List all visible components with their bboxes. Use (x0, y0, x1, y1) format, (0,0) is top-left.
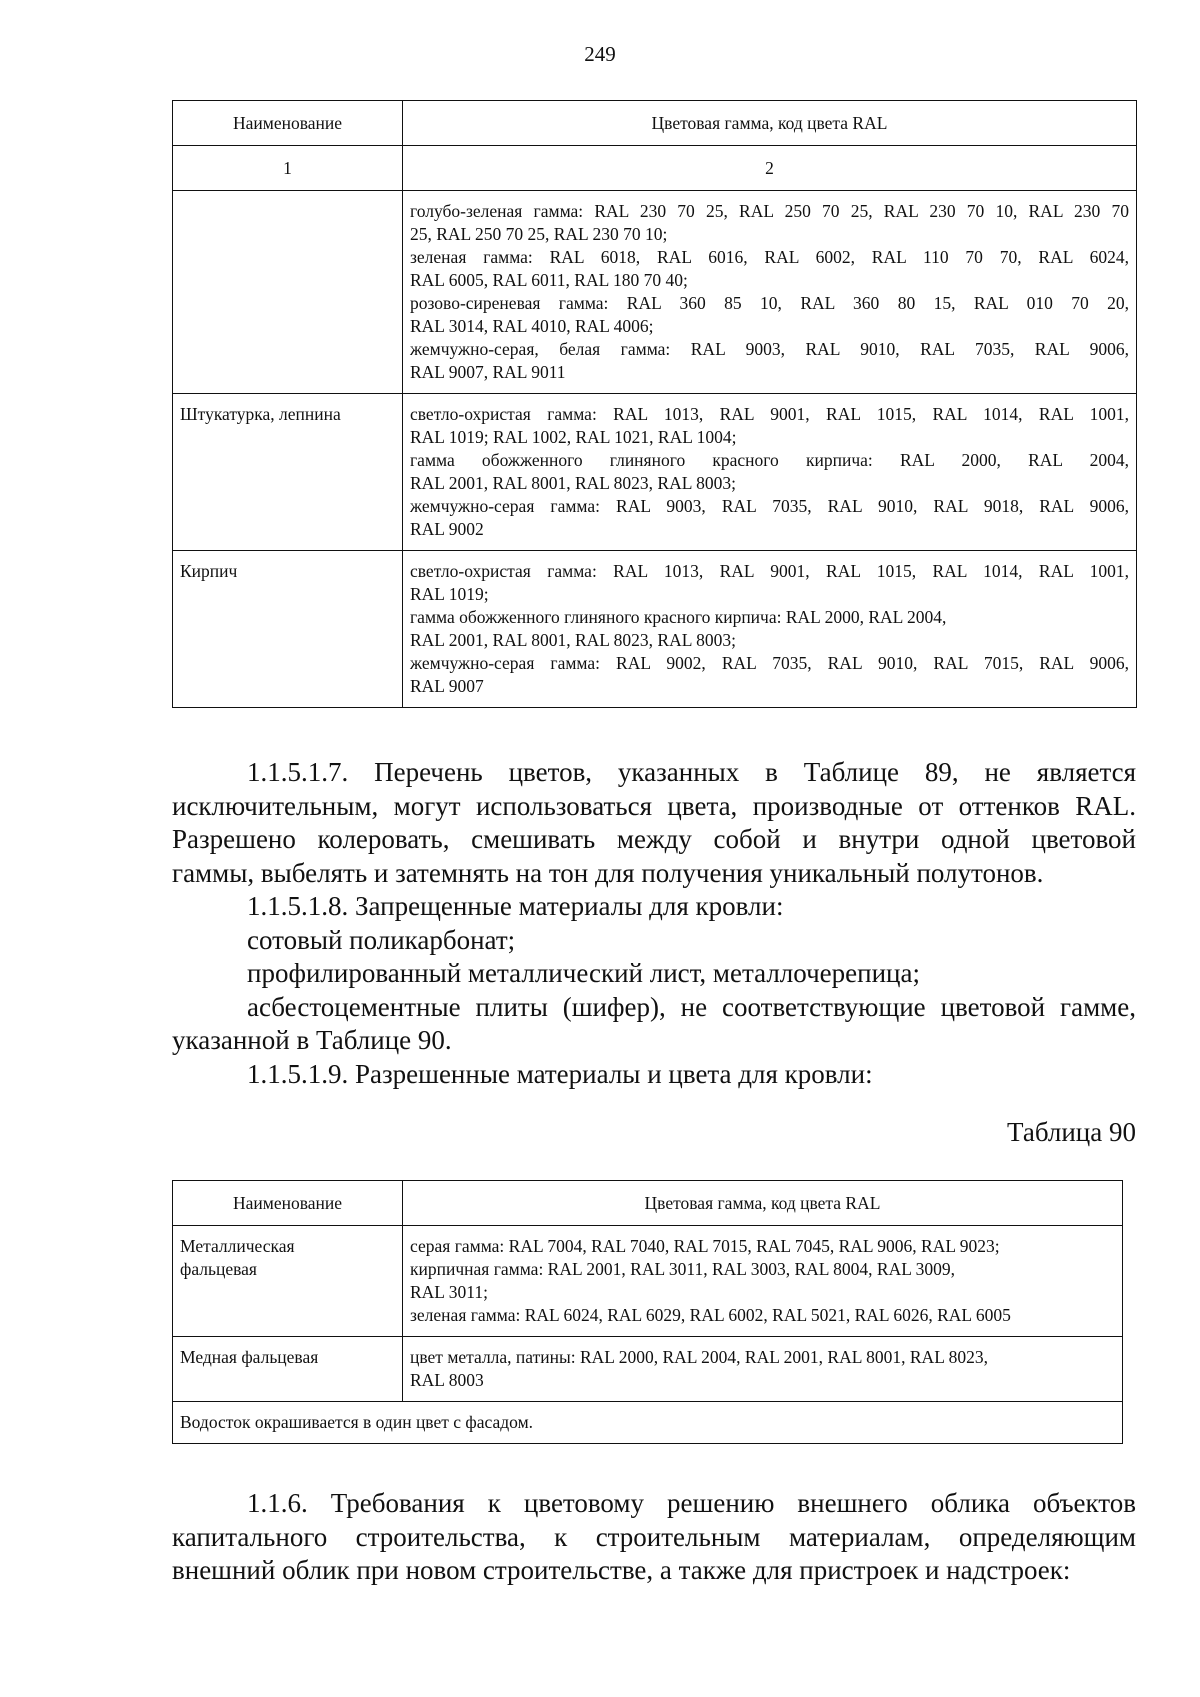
color-line: голубо-зеленая гамма: RAL 230 70 25, RAL 250 70 25, RAL 230 70 10, RAL 230 70 (410, 201, 1129, 221)
paragraph-line: указанной в Таблице 90. (172, 1025, 452, 1055)
paragraph-line: гаммы, выбелять и затемнять на тон для получения уникальный полутонов. (172, 857, 1044, 888)
table-row (173, 551, 1137, 708)
table-numbering-row (173, 146, 1137, 191)
header-name: Наименование (173, 1181, 403, 1226)
table-90-caption: Таблица 90 (1007, 1117, 1136, 1147)
color-line: гамма обожженного глиняного красного кирпича: RAL 2000, RAL 2004, (410, 607, 947, 627)
color-line: RAL 1019; RAL 1002, RAL 1021, RAL 1004; (410, 427, 737, 447)
color-line: серая гамма: RAL 7004, RAL 7040, RAL 7015, RAL 7045, RAL 9006, RAL 9023; (410, 1236, 1000, 1256)
row-name: Кирпич (173, 551, 403, 708)
row-name (173, 1226, 403, 1337)
paragraph-line: профилированный металлический лист, металлочерепица; (247, 958, 920, 988)
table-90 (172, 1180, 1123, 1444)
color-line: зеленая гамма: RAL 6024, RAL 6029, RAL 6002, RAL 5021, RAL 6026, RAL 6005 (410, 1305, 1011, 1325)
paragraph-line: Разрешено колеровать, смешивать между собой и внутри одной цветовой (172, 824, 1136, 854)
color-line: цвет металла, патины: RAL 2000, RAL 2004, RAL 2001, RAL 8001, RAL 8023, (410, 1347, 988, 1367)
color-line: розово-сиреневая гамма: RAL 360 85 10, RAL 360 80 15, RAL 010 70 20, (410, 293, 1129, 313)
color-line: кирпичная гамма: RAL 2001, RAL 3011, RAL 3003, RAL 8004, RAL 3009, (410, 1259, 956, 1279)
paragraph-line: 1.1.5.1.7. Перечень цветов, указанных в Таблице 89, не является (247, 757, 1136, 787)
table-row (173, 394, 1137, 551)
paragraph-line: 1.1.6. Требования к цветовому решению внешнего облика объектов (247, 1488, 1136, 1518)
color-line: светло-охристая гамма: RAL 1013, RAL 9001, RAL 1015, RAL 1014, RAL 1001, (410, 404, 1129, 424)
paragraph-line: асбестоцементные плиты (шифер), не соответствующие цветовой гамме, (247, 991, 1136, 1022)
row-name-line: фальцевая (180, 1259, 257, 1279)
color-line: 25, RAL 250 70 25, RAL 230 70 10; (410, 224, 668, 244)
page-number: 249 (584, 42, 616, 66)
row-name: Штукатурка, лепнина (173, 394, 403, 551)
color-line: зеленая гамма: RAL 6018, RAL 6016, RAL 6002, RAL 110 70 70, RAL 6024, (410, 247, 1129, 267)
table-row (173, 191, 1137, 394)
row-colors (403, 1226, 1123, 1337)
color-line: жемчужно-серая гамма: RAL 9003, RAL 7035, RAL 9010, RAL 9018, RAL 9006, (410, 496, 1129, 516)
table-row (173, 1337, 1123, 1402)
paragraph-line: капитального строительства, к строительным материалам, определяющим (172, 1521, 1136, 1552)
paragraph-line: исключительным, могут использоваться цвета, производные от оттенков RAL. (172, 790, 1136, 821)
paragraph-line: внешний облик при новом строительстве, а также для пристроек и надстроек: (172, 1555, 1071, 1585)
header-color: Цветовая гамма, код цвета RAL (403, 1181, 1123, 1226)
color-line: RAL 9007 (410, 676, 484, 696)
color-line: RAL 1019; (410, 584, 489, 604)
color-line: жемчужно-серая гамма: RAL 9002, RAL 7035, RAL 9010, RAL 7015, RAL 9006, (410, 653, 1129, 673)
table-89 (172, 100, 1137, 708)
column-number: 1 (173, 146, 403, 191)
color-line: RAL 8003 (410, 1370, 484, 1390)
row-name (173, 191, 403, 394)
row-colors (403, 1337, 1123, 1402)
color-line: светло-охристая гамма: RAL 1013, RAL 9001, RAL 1015, RAL 1014, RAL 1001, (410, 561, 1129, 581)
color-line: жемчужно-серая, белая гамма: RAL 9003, RAL 9010, RAL 7035, RAL 9006, (410, 339, 1129, 359)
color-line: RAL 2001, RAL 8001, RAL 8023, RAL 8003; (410, 630, 737, 650)
column-number: 2 (403, 146, 1137, 191)
row-colors (403, 191, 1137, 394)
color-line: RAL 2001, RAL 8001, RAL 8023, RAL 8003; (410, 473, 737, 493)
body-section-2 (172, 1487, 1136, 1588)
color-line: RAL 3014, RAL 4010, RAL 4006; (410, 316, 654, 336)
table-row (173, 1226, 1123, 1337)
color-line: RAL 9007, RAL 9011 (410, 362, 566, 382)
header-color: Цветовая гамма, код цвета RAL (403, 101, 1137, 146)
paragraph-line: сотовый поликарбонат; (247, 924, 516, 955)
row-colors (403, 551, 1137, 708)
color-line: RAL 9002 (410, 519, 484, 539)
row-name-line: Металлическая (180, 1236, 295, 1256)
color-line: гамма обожженного глиняного красного кирпича: RAL 2000, RAL 2004, (410, 450, 1129, 470)
color-line: RAL 6005, RAL 6011, RAL 180 70 40; (410, 270, 688, 290)
table-header-row (173, 101, 1137, 146)
table-footer-row (173, 1402, 1123, 1444)
paragraph-line: 1.1.5.1.8. Запрещенные материалы для кровли: (247, 891, 784, 921)
row-name-line: Медная фальцевая (180, 1347, 319, 1367)
header-name: Наименование (173, 101, 403, 146)
body-section-1 (172, 756, 1136, 1091)
table-header-row (173, 1181, 1123, 1226)
row-name (173, 1337, 403, 1402)
color-line: RAL 3011; (410, 1282, 488, 1302)
table-footer-note: Водосток окрашивается в один цвет с фасадом. (173, 1402, 1123, 1444)
paragraph-line: 1.1.5.1.9. Разрешенные материалы и цвета для кровли: (247, 1058, 873, 1089)
row-colors (403, 394, 1137, 551)
